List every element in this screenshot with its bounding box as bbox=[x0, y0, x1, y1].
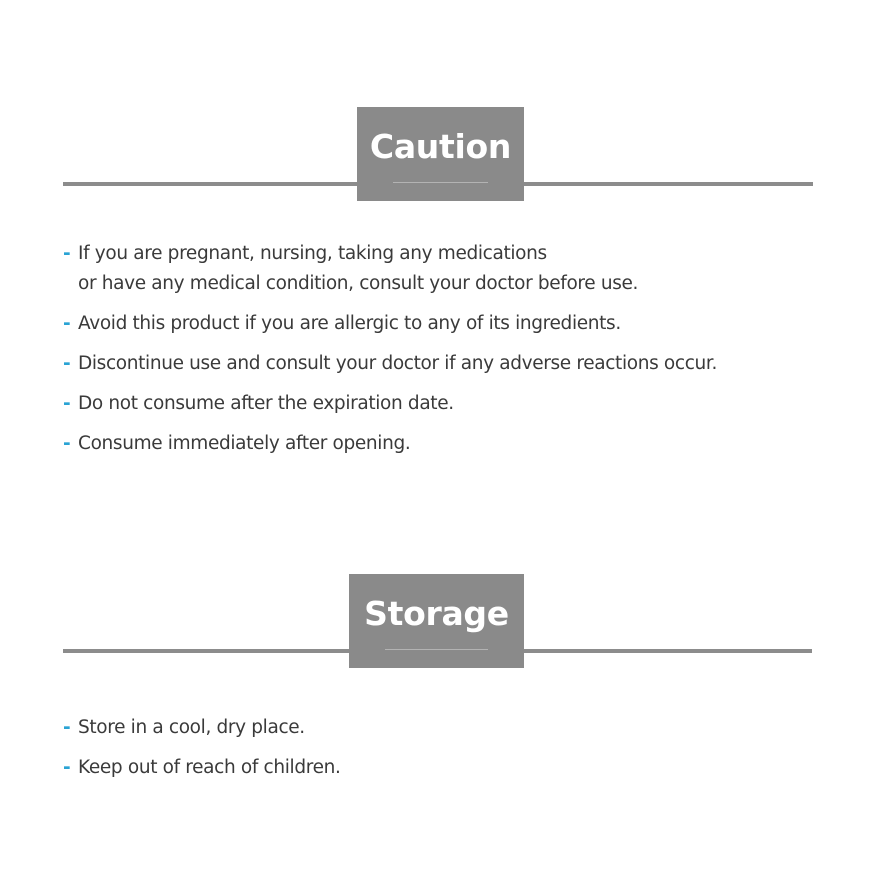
storage-item-text: Keep out of reach of children. bbox=[78, 757, 341, 778]
storage-item-text: Store in a cool, dry place. bbox=[78, 717, 305, 738]
caution-item-text: If you are pregnant, nursing, taking any medications bbox=[78, 243, 547, 264]
storage-header bbox=[63, 574, 812, 668]
storage-list bbox=[63, 713, 341, 793]
bullet-dash: - bbox=[63, 757, 71, 778]
bullet-dash: - bbox=[63, 353, 71, 374]
storage-item bbox=[63, 713, 341, 743]
bullet-dash: - bbox=[63, 393, 71, 414]
caution-item bbox=[63, 389, 717, 419]
caution-item-text: Avoid this product if you are allergic to any of its ingredients. bbox=[78, 313, 621, 334]
bullet-dash: - bbox=[63, 433, 71, 454]
storage-item bbox=[63, 753, 341, 783]
caution-item-text: Consume immediately after opening. bbox=[78, 433, 411, 454]
caution-item-text: Discontinue use and consult your doctor if any adverse reactions occur. bbox=[78, 353, 717, 374]
bullet-dash: - bbox=[63, 313, 71, 334]
bullet-dash: - bbox=[63, 717, 71, 738]
caution-item bbox=[63, 349, 717, 379]
caution-item bbox=[63, 309, 717, 339]
caution-item bbox=[63, 429, 717, 459]
bullet-dash: - bbox=[63, 243, 71, 264]
caution-item bbox=[63, 239, 717, 299]
caution-title: Caution bbox=[369, 127, 512, 166]
caution-title-box bbox=[357, 107, 524, 201]
caution-list bbox=[63, 239, 717, 469]
caution-header bbox=[63, 107, 813, 201]
storage-title-underline bbox=[385, 649, 488, 650]
storage-title-box bbox=[349, 574, 524, 668]
storage-title: Storage bbox=[364, 594, 509, 633]
caution-item-text: or have any medical condition, consult your doctor before use. bbox=[78, 273, 639, 294]
caution-title-underline bbox=[393, 182, 488, 183]
caution-item-text: Do not consume after the expiration date. bbox=[78, 393, 454, 414]
